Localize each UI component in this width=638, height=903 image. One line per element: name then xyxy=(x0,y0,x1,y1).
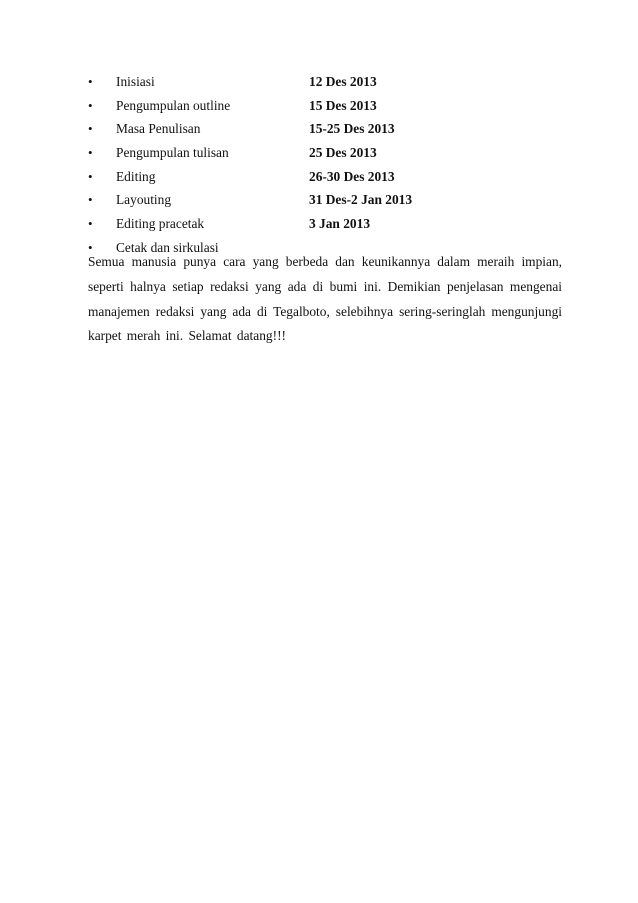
schedule-date: 3 Jan 2013 xyxy=(309,216,371,232)
bullet-icon: • xyxy=(88,168,93,184)
bullet-icon: • xyxy=(88,192,93,208)
schedule-activity: Inisiasi xyxy=(116,74,155,89)
schedule-item xyxy=(88,169,568,193)
schedule-activity: Pengumpulan tulisan xyxy=(116,145,229,161)
schedule-date: 12 Des 2013 xyxy=(309,74,377,89)
schedule-activity: Cetak dan sirkulasi xyxy=(116,239,219,255)
bullet-icon: • xyxy=(88,121,93,137)
schedule-item xyxy=(88,216,568,240)
bullet-icon: • xyxy=(88,239,93,255)
schedule-date: 26-30 Des 2013 xyxy=(309,168,395,184)
schedule-activity: Layouting xyxy=(116,192,172,208)
closing-paragraph: Semua manusia punya cara yang berbeda dan keunikannya dalam meraih impian, seperti halnya setiap redaksi yang ada di bumi ini. Demikian penjelasan mengenai manajemen redaksi yang ada di Tegalboto, selebihnya sering-seringlah mengunjungi karpet merah ini. Selamat datang!!! xyxy=(88,254,562,344)
schedule-activity: Masa Penulisan xyxy=(116,121,201,137)
schedule-activity: Pengumpulan outline xyxy=(116,97,231,113)
schedule-item xyxy=(88,192,568,216)
schedule-date: 15 Des 2013 xyxy=(309,97,377,113)
schedule-date: 25 Des 2013 xyxy=(309,145,377,161)
bullet-icon: • xyxy=(88,216,93,232)
schedule-item xyxy=(88,98,568,122)
schedule-item xyxy=(88,121,568,145)
schedule-activity: Editing xyxy=(116,168,156,184)
schedule-date: 15-25 Des 2013 xyxy=(309,121,395,137)
schedule-item xyxy=(88,74,568,98)
bullet-icon: • xyxy=(88,145,93,161)
schedule-list xyxy=(88,74,568,264)
schedule-date: 31 Des-2 Jan 2013 xyxy=(309,192,413,208)
bullet-icon: • xyxy=(88,74,93,89)
schedule-item xyxy=(88,145,568,169)
schedule-activity: Editing pracetak xyxy=(116,216,205,232)
bullet-icon: • xyxy=(88,97,93,113)
